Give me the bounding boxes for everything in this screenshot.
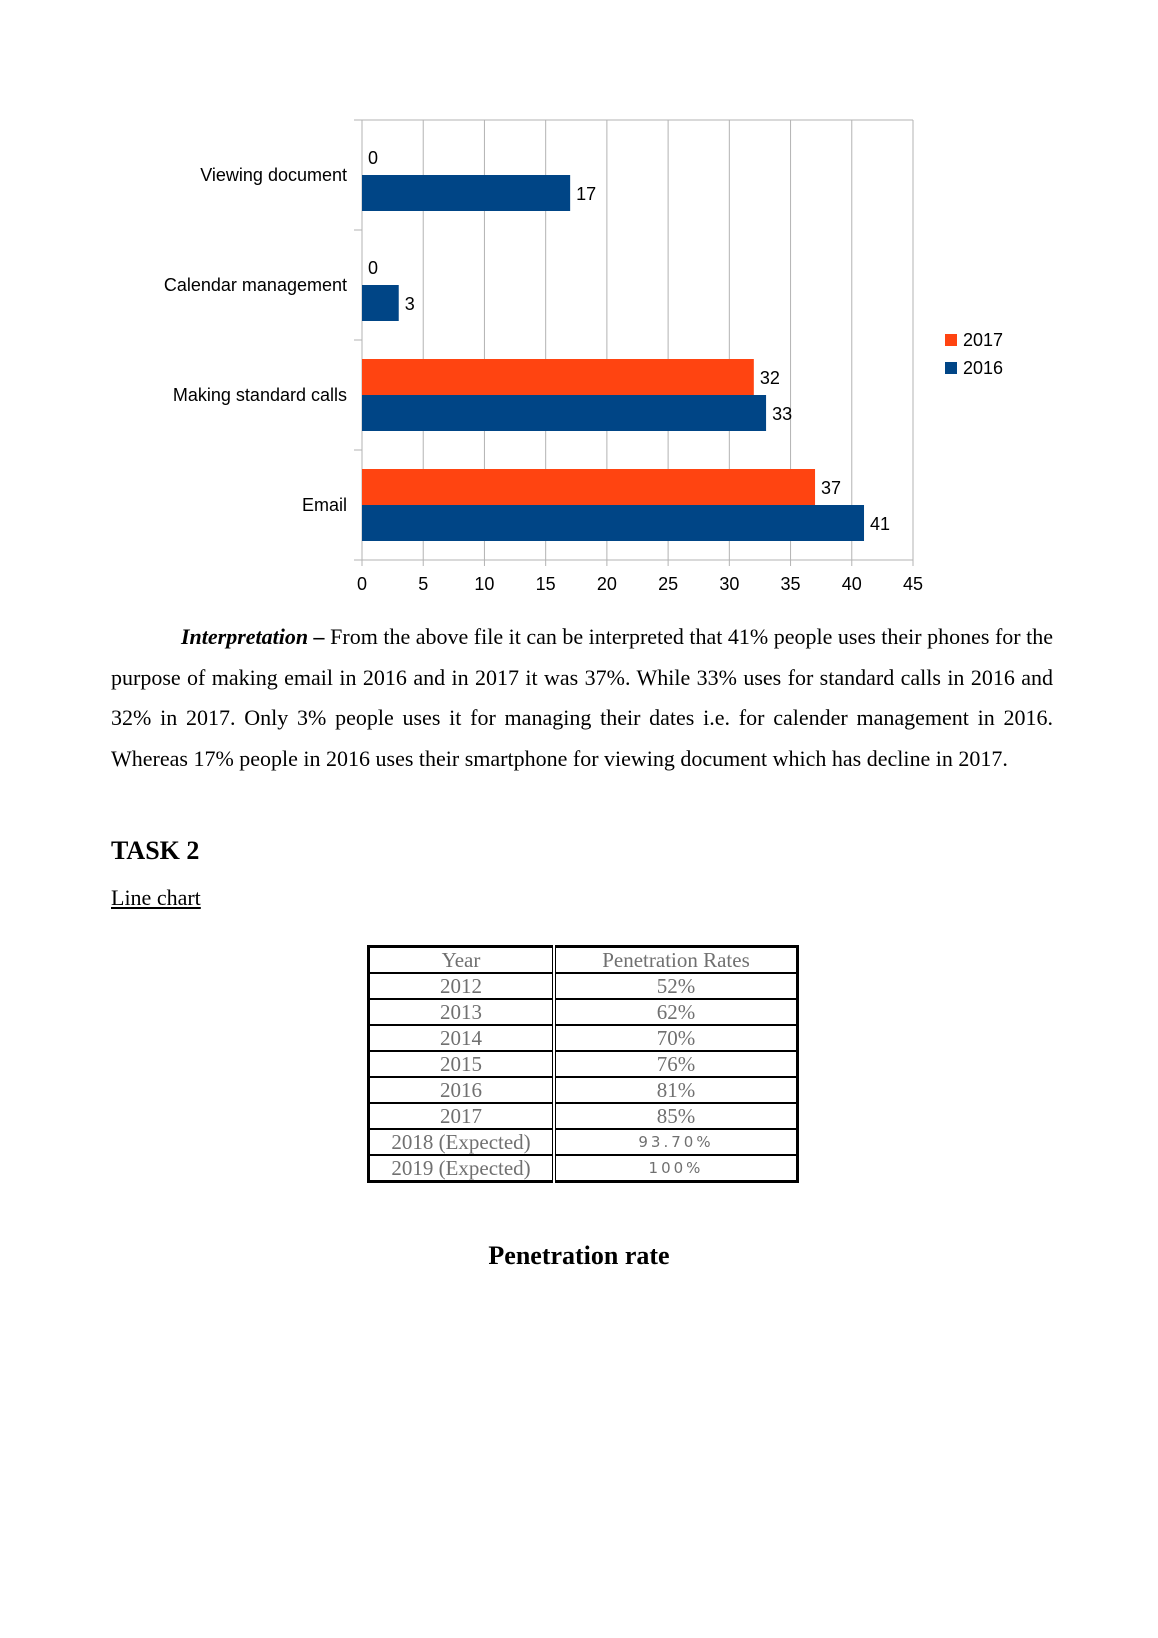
table-cell-year: 2019 (Expected) [369, 1155, 555, 1182]
legend-swatch [945, 334, 957, 346]
table-cell-rate: 70% [554, 1025, 798, 1051]
legend-label: 2016 [963, 358, 1004, 378]
chart-caption: Penetration rate [488, 1241, 670, 1270]
bar-2017 [362, 359, 754, 395]
table-row [369, 999, 798, 1025]
table-cell-year: 2012 [369, 973, 555, 999]
category-label: Calendar management [163, 275, 347, 295]
x-tick-label: 40 [841, 574, 862, 594]
table-row [369, 1129, 798, 1155]
data-label: 0 [368, 258, 379, 278]
x-tick-label: 35 [780, 574, 801, 594]
x-tick-label: 30 [719, 574, 740, 594]
interpretation-paragraph [111, 617, 1053, 779]
table-row [369, 973, 798, 999]
category-label: Viewing document [200, 165, 347, 185]
table-row [369, 1051, 798, 1077]
table-cell-year: 2014 [369, 1025, 555, 1051]
table-cell-rate: 93.70% [554, 1129, 798, 1155]
x-tick-label: 0 [356, 574, 368, 594]
data-label: 0 [368, 148, 379, 168]
legend-swatch [945, 362, 957, 374]
table-row [369, 1155, 798, 1182]
bar-chart [0, 100, 1158, 600]
table-cell-rate: 76% [554, 1051, 798, 1077]
penetration-table [367, 945, 799, 1183]
interpretation-text: From the above file it can be interpreted that 41% people uses their phones for the purpose of making email in 2016 and in 2017 it was 37%. While 33% uses for standard calls in 2016 and 32% in 2017. Only 3% people uses it for managing their dates i.e. for calender management in 2016. Whereas 17% people in 2016 uses their smartphone for viewing document which has decline in 2017. [111, 624, 1054, 771]
table-row [369, 1077, 798, 1103]
line-chart-subheading: Line chart [111, 885, 201, 910]
interpretation-lead: Interpretation – [181, 624, 325, 649]
x-tick-label: 15 [535, 574, 556, 594]
x-tick-label: 25 [658, 574, 679, 594]
table-header-row [369, 947, 798, 974]
table-cell-year: 2017 [369, 1103, 555, 1129]
data-label: 32 [759, 368, 780, 388]
table-header-year: Year [369, 947, 555, 974]
category-label: Email [301, 495, 347, 515]
table-cell-year: 2016 [369, 1077, 555, 1103]
table-cell-year: 2018 (Expected) [369, 1129, 555, 1155]
table-cell-rate: 62% [554, 999, 798, 1025]
x-tick-label: 5 [418, 574, 429, 594]
x-tick-label: 45 [902, 574, 924, 594]
data-label: 37 [821, 478, 842, 498]
table-cell-year: 2015 [369, 1051, 555, 1077]
table-row [369, 1103, 798, 1129]
table-cell-rate: 52% [554, 973, 798, 999]
bar-2016 [362, 175, 570, 211]
category-label: Making standard calls [172, 385, 347, 405]
bar-2016 [362, 505, 864, 541]
table-cell-year: 2013 [369, 999, 555, 1025]
table-header-rate: Penetration Rates [554, 947, 798, 974]
data-label: 33 [772, 404, 793, 424]
bar-2016 [362, 285, 399, 321]
table-cell-rate: 100% [554, 1155, 798, 1182]
bar-2017 [362, 469, 815, 505]
table-row [369, 1025, 798, 1051]
x-tick-label: 20 [596, 574, 617, 594]
table-cell-rate: 85% [554, 1103, 798, 1129]
x-tick-label: 10 [474, 574, 495, 594]
task-heading: TASK 2 [111, 836, 200, 865]
data-label: 17 [576, 184, 597, 204]
table-cell-rate: 81% [554, 1077, 798, 1103]
bar-2016 [362, 395, 766, 431]
legend-label: 2017 [963, 330, 1004, 350]
data-label: 41 [870, 514, 891, 534]
data-label: 3 [404, 294, 415, 314]
